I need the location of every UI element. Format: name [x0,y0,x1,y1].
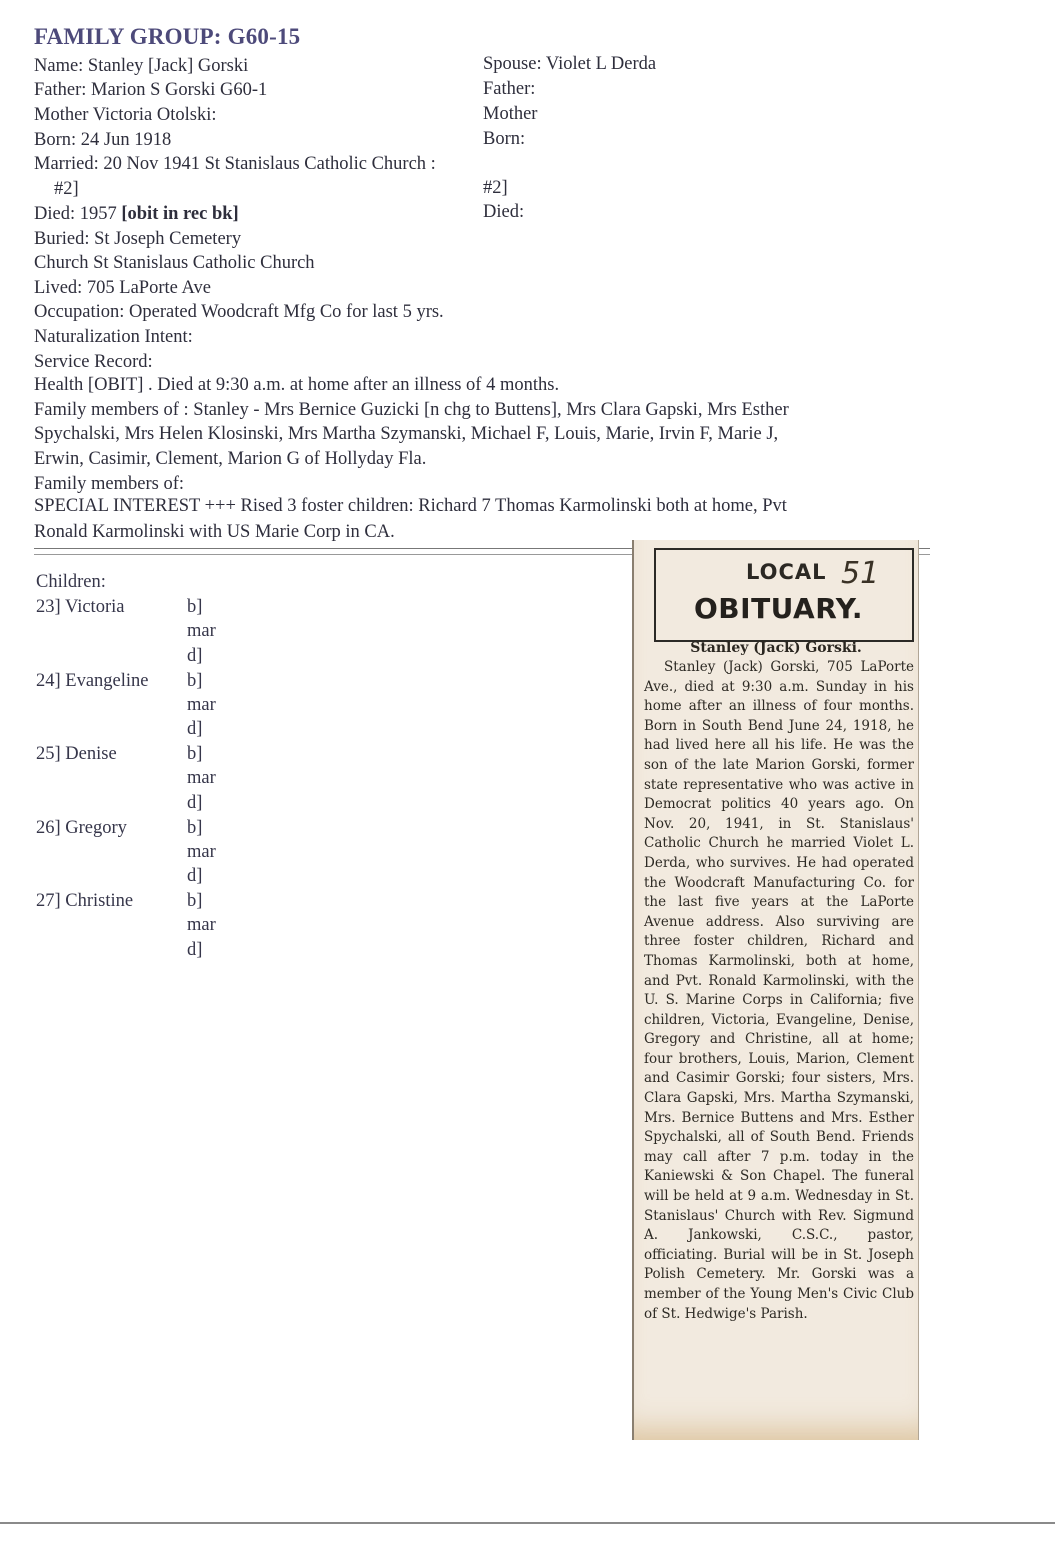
service-field: Service Record: [34,352,153,372]
child-married: mar [187,842,216,862]
family-members-line-1: Family members of : Stanley - Mrs Bernice Guzicki [n chg to Buttens], Mrs Clara Gapski, Mrs Esther [34,400,789,420]
clipping-headline: Stanley (Jack) Gorski. [690,640,862,656]
child-married: mar [187,768,216,788]
died-note: [obit in rec bk] [121,204,239,224]
child-died: d] [187,719,203,739]
occupation-field: Occupation: Operated Woodcraft Mfg Co for last 5 yrs. [34,302,444,322]
scan-bottom-edge [0,1522,1055,1524]
family-members-2: Family members of: [34,474,185,494]
obituary-clipping [632,540,919,1440]
child-died: d] [187,866,203,886]
child-died: d] [187,646,203,666]
child-married: mar [187,695,216,715]
child-name: 25] Denise [36,744,117,764]
child-born: b] [187,818,203,838]
child-married: mar [187,621,216,641]
spouse-born-field: Born: [483,129,526,149]
lived-field: Lived: 705 LaPorte Ave [34,278,211,298]
died-field [34,202,239,226]
child-died: d] [187,793,203,813]
child-name: 27] Christine [36,891,134,911]
child-married: mar [187,915,216,935]
family-members-line-2: Spychalski, Mrs Helen Klosinski, Mrs Martha Szymanski, Michael F, Louis, Marie, Irvin F, Marie J, [34,424,779,444]
name-field: Name: Stanley [Jack] Gorski [34,56,249,76]
child-name: 24] Evangeline [36,671,149,691]
died-value: Died: 1957 [34,204,122,224]
church-field: Church St Stanislaus Catholic Church [34,253,315,273]
child-name: 26] Gregory [36,818,127,838]
clipping-body [644,658,914,1324]
special-interest-line-1: SPECIAL INTEREST +++ Rised 3 foster children: Richard 7 Thomas Karmolinski both at home, Pvt [34,496,787,516]
child-born: b] [187,891,203,911]
spouse-mother-field: Mother [483,104,538,124]
clipping-local-label: LOCAL [746,560,827,584]
mother-field: Mother Victoria Otolski: [34,105,217,125]
married-field: Married: 20 Nov 1941 St Stanislaus Catholic Church : [34,154,436,174]
child-name: 23] Victoria [36,597,125,617]
spouse-died-field: Died: [483,202,525,222]
child-born: b] [187,597,203,617]
children-heading: Children: [36,572,106,592]
child-died: d] [187,940,203,960]
family-members-line-3: Erwin, Casimir, Clement, Marion G of Hollyday Fla. [34,449,427,469]
page-title: FAMILY GROUP: G60-15 [34,24,301,49]
naturalization-field: Naturalization Intent: [34,327,193,347]
child-born: b] [187,744,203,764]
spouse-father-field: Father: [483,79,536,99]
handwritten-number: 51 [841,556,880,591]
clipping-body-text: Stanley (Jack) Gorski, 705 LaPorte Ave., died at 9:30 a.m. Sunday in his home after an illness of four months. Born in South Bend June 24, 1918, he had lived here all his life. He was the son of the late Marion Gorski, former state representative who was active in Democrat politics 40 years ago. On Nov. 20, 1941, in St. Stanislaus' Catholic Church he married Violet L. Derda, who survives. He had operated the Woodcraft Manufacturing Co. for the last five years at the LaPorte Avenue address. Also surviving are three foster children, Richard and Thomas Karmolinski, both at home, and Pvt. Ronald Karmolinski, with the U. S. Marine Corps in California; five children, Victoria, Evangeline, Denise, Gregory and Christine, all at home; four brothers, Louis, Marion, Clement and Casimir Gorski; four sisters, Mrs. Clara Gapski, Mrs. Martha Szymanski, Mrs. Bernice Buttens and Mrs. Esther Spychalski, all of South Bend. Friends may call after 7 p.m. today in the Kaniewski & Son Chapel. The funeral will be held at 9 a.m. Wednesday in St. Stanislaus' Church with Rev. Sigmund A. Jankowski, C.S.C., pastor, officiating. Burial will be in St. Joseph Polish Cemetery. Mr. Gorski was a member of the Young Men's Civic Club of St. Hedwige's Parish. [644,659,914,1322]
spouse-married-continuation: #2] [483,178,508,198]
spouse-field: Spouse: Violet L Derda [483,54,657,74]
child-born: b] [187,671,203,691]
health-field: Health [OBIT] . Died at 9:30 a.m. at home after an illness of 4 months. [34,375,560,395]
special-interest-line-2: Ronald Karmolinski with US Marie Corp in CA. [34,522,395,542]
married-continuation: #2] [54,179,79,199]
born-field: Born: 24 Jun 1918 [34,130,172,150]
clipping-header-box [654,548,914,642]
clipping-obituary-heading: OBITUARY. [694,592,864,625]
buried-field: Buried: St Joseph Cemetery [34,229,242,249]
father-field: Father: Marion S Gorski G60-1 [34,80,268,100]
